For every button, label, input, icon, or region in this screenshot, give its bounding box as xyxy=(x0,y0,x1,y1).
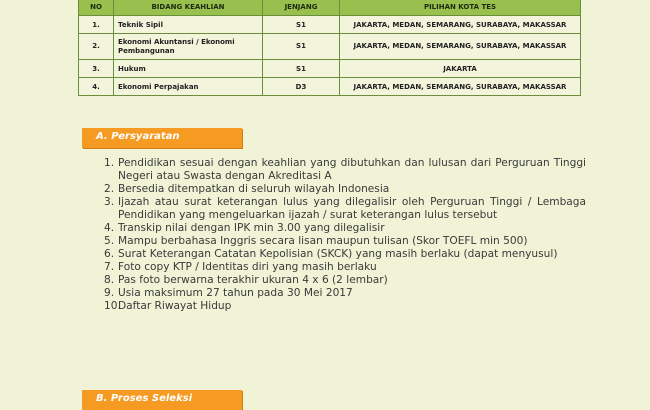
cell-kota: JAKARTA xyxy=(340,60,581,78)
section-title: B. Proses Seleksi xyxy=(96,393,193,404)
item-text: Usia maksimum 27 tahun pada 30 Mei 2017 xyxy=(118,287,353,299)
header-bidang-keahlian: BIDANG KEAHLIAN xyxy=(114,0,263,16)
item-number: 8. xyxy=(104,274,115,286)
cell-jenjang: S1 xyxy=(263,60,340,78)
list-item xyxy=(104,287,586,300)
table-row xyxy=(79,34,581,60)
list-item xyxy=(104,222,586,235)
cell-bidang: Hukum xyxy=(114,60,263,78)
cell-no: 3. xyxy=(79,60,114,78)
item-number: 6. xyxy=(104,248,115,260)
cell-bidang: Ekonomi Perpajakan xyxy=(114,78,263,96)
header-pilihan-kota-tes: PILIHAN KOTA TES xyxy=(340,0,581,16)
item-text: Bersedia ditempatkan di seluruh wilayah Indonesia xyxy=(118,183,390,195)
section-title: A. Persyaratan xyxy=(96,131,180,142)
item-text: Daftar Riwayat Hidup xyxy=(118,300,232,312)
section-header-persyaratan xyxy=(82,128,242,148)
list-item xyxy=(104,183,586,196)
list-item xyxy=(104,235,586,248)
list-item xyxy=(104,157,586,183)
item-text: Ijazah atau surat keterangan lulus yang dilegalisir oleh Perguruan Tinggi / Lembaga Pendidikan yang mengeluarkan ijazah / surat keterangan lulus tersebut xyxy=(118,196,586,221)
list-item xyxy=(104,196,586,222)
requirements-list xyxy=(104,157,586,313)
item-number: 10. xyxy=(104,300,121,312)
item-number: 5. xyxy=(104,235,115,247)
cell-no: 1. xyxy=(79,16,114,34)
item-text: Pendidikan sesuai dengan keahlian yang dibutuhkan dan lulusan dari Perguruan Tinggi Negeri atau Swasta dengan Akreditasi A xyxy=(118,157,586,182)
header-jenjang: JENJANG xyxy=(263,0,340,16)
item-number: 9. xyxy=(104,287,115,299)
cell-no: 4. xyxy=(79,78,114,96)
list-item xyxy=(104,274,586,287)
item-number: 7. xyxy=(104,261,115,273)
list-item xyxy=(104,248,586,261)
cell-kota: JAKARTA, MEDAN, SEMARANG, SURABAYA, MAKASSAR xyxy=(340,16,581,34)
position-table xyxy=(78,0,581,96)
table-header-row xyxy=(79,0,581,16)
cell-bidang: Teknik Sipil xyxy=(114,16,263,34)
item-number: 4. xyxy=(104,222,115,234)
table-row xyxy=(79,78,581,96)
section-header-proses-seleksi xyxy=(82,390,242,410)
cell-no: 2. xyxy=(79,34,114,60)
item-number: 3. xyxy=(104,196,115,208)
item-text: Surat Keterangan Catatan Kepolisian (SKCK) yang masih berlaku (dapat menyusul) xyxy=(118,248,558,260)
item-text: Transkip nilai dengan IPK min 3.00 yang dilegalisir xyxy=(118,222,385,234)
item-text: Foto copy KTP / Identitas diri yang masih berlaku xyxy=(118,261,377,273)
item-number: 2. xyxy=(104,183,115,195)
cell-kota: JAKARTA, MEDAN, SEMARANG, SURABAYA, MAKASSAR xyxy=(340,34,581,60)
cell-jenjang: D3 xyxy=(263,78,340,96)
cell-jenjang: S1 xyxy=(263,34,340,60)
item-number: 1. xyxy=(104,157,115,169)
table-row xyxy=(79,60,581,78)
list-item xyxy=(104,300,586,313)
cell-bidang: Ekonomi Akuntansi / Ekonomi Pembangunan xyxy=(114,34,263,60)
list-item xyxy=(104,261,586,274)
header-no: NO xyxy=(79,0,114,16)
cell-jenjang: S1 xyxy=(263,16,340,34)
cell-kota: JAKARTA, MEDAN, SEMARANG, SURABAYA, MAKASSAR xyxy=(340,78,581,96)
item-text: Mampu berbahasa Inggris secara lisan maupun tulisan (Skor TOEFL min 500) xyxy=(118,235,528,247)
item-text: Pas foto berwarna terakhir ukuran 4 x 6 (2 lembar) xyxy=(118,274,388,286)
table-row xyxy=(79,16,581,34)
